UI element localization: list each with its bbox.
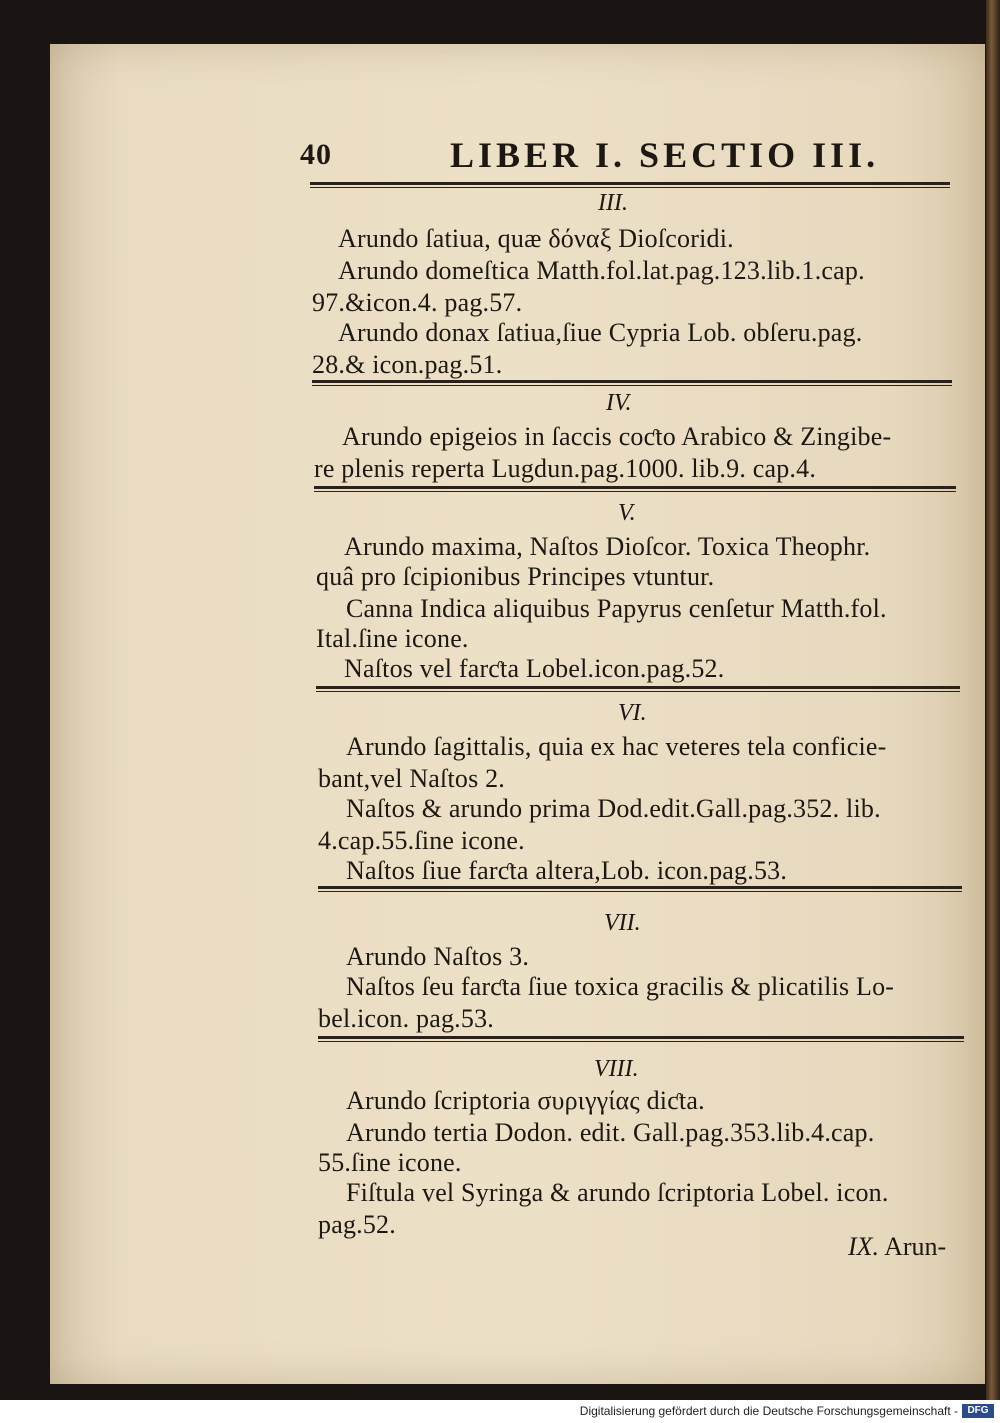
entry-line: Arundo ſatiua, quæ δόναξ Dioſcoridi. (338, 224, 734, 253)
section-rule (316, 686, 960, 692)
entry-line: pag.52. (318, 1210, 396, 1239)
entry-line: Canna Indica aliquibus Papyrus cenſetur Matth.fol. (346, 594, 887, 623)
running-title: LIBER I. SECTIO III. (450, 135, 880, 175)
entry-line: Arundo Naſtos 3. (346, 942, 530, 971)
entry-line: bel.icon. pag.53. (318, 1004, 494, 1033)
section-numeral-viii: VIII. (594, 1056, 639, 1082)
entry-line: Ital.ſine icone. (316, 624, 469, 653)
entry-line: Naſtos vel farƈta Lobel.icon.pag.52. (344, 654, 725, 683)
entry-line: Arundo epigeios in ſaccis coƈto Arabico & Zingibe- (342, 422, 892, 451)
section-numeral-vii: VII. (604, 910, 641, 936)
entry-line: bant,vel Naſtos 2. (318, 764, 506, 793)
entry-line: Arundo ſagittalis, quia ex hac veteres tela conficie- (346, 732, 887, 761)
section-numeral-iv: IV. (606, 390, 632, 416)
catchword-text: Arun- (884, 1232, 947, 1261)
entry-line: quâ pro ſcipionibus Principes vtuntur. (316, 562, 715, 591)
catchword (848, 1232, 946, 1262)
section-numeral-vi: VI. (618, 700, 647, 726)
entry-line: re plenis reperta Lugdun.pag.1000. lib.9. cap.4. (314, 454, 817, 483)
section-rule (314, 486, 956, 492)
header-rule (310, 182, 950, 188)
section-numeral-v: V. (618, 500, 636, 526)
entry-line: Naſtos ſeu farƈta ſiue toxica gracilis & plicatilis Lo- (346, 972, 895, 1001)
entry-line: Naſtos & arundo prima Dod.edit.Gall.pag.352. lib. (346, 794, 881, 823)
section-numeral-iii: III. (598, 190, 628, 216)
entry-line: Arundo tertia Dodon. edit. Gall.pag.353.lib.4.cap. (346, 1118, 875, 1147)
entry-line: Naſtos ſiue farƈta altera,Lob. icon.pag.53. (346, 856, 788, 885)
entry-line: 97.&icon.4. pag.57. (312, 288, 523, 317)
entry-line: Arundo donax ſatiua,ſiue Cypria Lob. obſeru.pag. (338, 318, 863, 347)
catchword-numeral: IX. (848, 1232, 880, 1261)
entry-line: Arundo ſcriptoria συριγγίας diƈta. (346, 1086, 705, 1115)
page-header (300, 134, 960, 184)
page-number: 40 (300, 138, 332, 171)
section-rule (318, 1036, 964, 1042)
entry-line: Arundo maxima, Naſtos Dioſcor. Toxica Theophr. (344, 532, 871, 561)
footer-bar (0, 1400, 1000, 1423)
dfg-logo: DFG (962, 1404, 994, 1418)
entry-line: Fiſtula vel Syringa & arundo ſcriptoria Lobel. icon. (346, 1178, 889, 1207)
section-rule (318, 886, 962, 892)
book-spine (986, 0, 1000, 1400)
entry-line: 28.& icon.pag.51. (312, 350, 503, 379)
entry-line: 55.ſine icone. (318, 1148, 462, 1177)
entry-line: Arundo domeſtica Matth.fol.lat.pag.123.lib.1.cap. (338, 256, 865, 285)
funding-notice: Digitalisierung gefördert durch die Deutsche Forschungsgemeinschaft - (579, 1404, 958, 1418)
entry-line: 4.cap.55.ſine icone. (318, 826, 525, 855)
section-rule (312, 380, 952, 386)
